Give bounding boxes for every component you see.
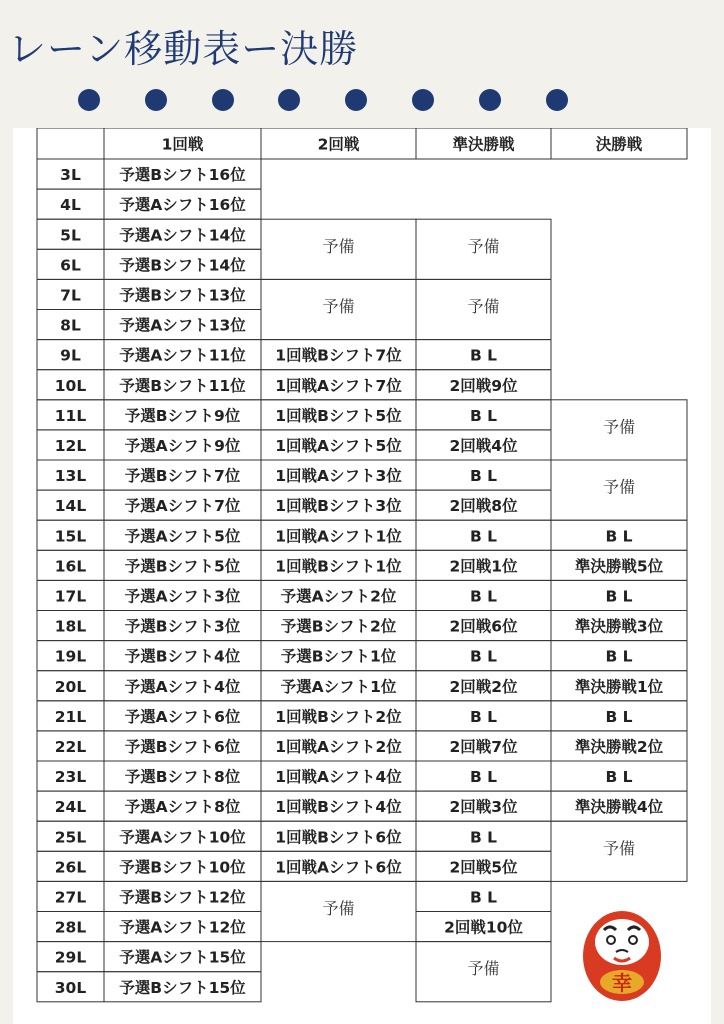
daruma-character: 幸 [612,971,632,995]
final-label: 準決勝戦3位 [574,617,664,636]
semifinal-label: B L [469,707,498,726]
round1-label: 予選Aシフト5位 [124,527,241,546]
final-label: 準決勝戦4位 [574,798,664,817]
round1-label: 予選Aシフト8位 [124,798,241,817]
semifinal-label: 2回戦9位 [449,376,518,395]
lane-label: 26L [54,858,87,877]
semifinal-label: 2回戦3位 [449,798,518,817]
semifinal-label: B L [469,587,498,606]
lane-label: 11L [54,406,87,425]
lane-label: 13L [54,467,87,486]
header-label-2: 2回戦 [317,135,360,154]
round1-label: 予選Bシフト10位 [119,858,246,877]
round2-label: 1回戦Aシフト1位 [275,527,402,546]
lane-label: 6L [60,256,81,275]
round1-label: 予選Bシフト8位 [124,768,241,787]
lane-label: 7L [60,286,81,305]
daruma-icon [580,900,664,1004]
dot-2 [145,89,167,111]
round2-label: 1回戦Bシフト5位 [275,406,402,425]
lane-label: 29L [54,948,87,967]
semifinal-label: B L [469,346,498,365]
round1-label: 予選Bシフト15位 [119,978,246,997]
semifinal-label: 2回戦2位 [449,677,518,696]
header-label-1: 1回戦 [161,135,204,154]
round1-label: 予選Aシフト16位 [119,196,246,215]
final-label: 予備 [602,417,636,437]
semifinal-label: B L [469,828,498,847]
round2-label: 予選Bシフト2位 [280,617,397,636]
round1-label: 予選Bシフト12位 [119,888,246,907]
lane-label: 8L [60,316,81,335]
round1-label: 予選Aシフト13位 [119,316,246,335]
final-label: B L [605,647,633,666]
lane-label: 3L [60,166,81,185]
round1-label: 予選Aシフト7位 [124,497,241,516]
lane-label: 25L [54,828,87,847]
lane-label: 21L [54,707,87,726]
round2-label: 1回戦Bシフト2位 [275,707,402,726]
dot-1 [78,89,100,111]
header-cell-0 [37,128,104,159]
dot-8 [546,89,568,111]
final-label: B L [605,707,633,726]
round1-label: 予選Aシフト4位 [124,677,241,696]
lane-label: 24L [54,798,87,817]
semifinal-label: 2回戦1位 [449,557,518,576]
header-label-4: 決勝戦 [595,135,643,154]
lane-label: 20L [54,677,87,696]
semifinal-label: B L [469,888,498,907]
round2-label: 1回戦Aシフト6位 [275,858,402,877]
lane-label: 17L [54,587,87,606]
round1-label: 予選Aシフト11位 [119,346,246,365]
round1-label: 予選Bシフト3位 [124,617,241,636]
final-label: 準決勝戦2位 [574,737,664,756]
round2-label: 1回戦Aシフト4位 [275,768,402,787]
round2-label: 1回戦Bシフト3位 [275,497,402,516]
dot-5 [345,89,367,111]
lane-label: 22L [54,737,87,756]
round2-label: 1回戦Aシフト5位 [275,436,402,455]
semifinal-label: 2回戦4位 [449,436,518,455]
page-title: レーン移動表ー決勝 [8,27,359,71]
lane-label: 5L [60,226,81,245]
round2-label: 1回戦Aシフト3位 [275,467,402,486]
round2-label: 1回戦Bシフト1位 [275,557,402,576]
semifinal-label: 2回戦8位 [449,497,518,516]
round2-label: 予備 [322,898,355,918]
round2-label: 1回戦Aシフト2位 [275,737,402,756]
round2-label: 予備 [322,296,355,316]
round2-label: 予選Aシフト1位 [280,677,397,696]
semifinal-label: B L [469,406,498,425]
round1-label: 予選Aシフト6位 [124,707,241,726]
lane-label: 19L [54,647,87,666]
semifinal-label: 予備 [467,236,500,256]
final-label: B L [605,768,633,787]
round2-label: 1回戦Bシフト6位 [275,828,402,847]
round1-label: 予選Bシフト5位 [124,557,241,576]
final-label: B L [605,527,633,546]
round1-label: 予選Bシフト11位 [119,376,246,395]
round2-label: 1回戦Bシフト7位 [275,346,402,365]
round2-label: 予備 [322,236,355,256]
round1-label: 予選Bシフト7位 [124,467,241,486]
semifinal-label: 予備 [467,959,500,979]
dot-6 [412,89,434,111]
final-label: 準決勝戦1位 [574,677,664,696]
dot-3 [212,89,234,111]
round1-label: 予選Bシフト4位 [124,647,241,666]
semifinal-label: B L [469,647,498,666]
round1-label: 予選Bシフト16位 [119,166,246,185]
lane-label: 9L [60,346,81,365]
round2-label: 予選Aシフト2位 [280,587,397,606]
final-label: 準決勝戦5位 [574,557,664,576]
round2-label: 1回戦Aシフト7位 [275,376,402,395]
lane-label: 23L [54,768,87,787]
round1-label: 予選Aシフト9位 [124,436,241,455]
lane-label: 14L [54,497,87,516]
lane-label: 18L [54,617,87,636]
round1-label: 予選Aシフト3位 [124,587,241,606]
lane-label: 15L [54,527,87,546]
lane-label: 16L [54,557,87,576]
lane-movement-table [13,128,711,1024]
round1-label: 予選Bシフト13位 [119,286,246,305]
semifinal-label: 2回戦6位 [449,617,518,636]
round1-label: 予選Bシフト14位 [119,256,246,275]
lane-label: 4L [60,196,81,215]
round1-label: 予選Aシフト14位 [119,226,246,245]
round1-label: 予選Aシフト10位 [119,828,246,847]
round1-label: 予選Aシフト15位 [119,948,246,967]
semifinal-label: 2回戦10位 [444,918,523,937]
lane-label: 30L [54,978,87,997]
final-label: 予備 [602,838,636,858]
lane-label: 10L [54,376,87,395]
semifinal-label: 2回戦7位 [449,737,518,756]
semifinal-label: 予備 [467,296,500,316]
semifinal-label: B L [469,467,498,486]
semifinal-label: 2回戦5位 [449,858,518,877]
final-label: 予備 [602,477,636,497]
round1-label: 予選Bシフト9位 [124,406,241,425]
lane-label: 28L [54,918,87,937]
round1-label: 予選Bシフト6位 [124,737,241,756]
dot-4 [278,89,300,111]
round1-label: 予選Aシフト12位 [119,918,246,937]
semifinal-label: B L [469,527,498,546]
lane-table-sheet [13,128,711,1024]
round2-label: 1回戦Bシフト4位 [275,798,402,817]
semifinal-label: B L [469,768,498,787]
lane-label: 12L [54,436,87,455]
lane-label: 27L [54,888,87,907]
header-label-3: 準決勝戦 [452,135,515,154]
final-label: B L [605,587,633,606]
round2-label: 予選Bシフト1位 [280,647,397,666]
dot-7 [479,89,501,111]
